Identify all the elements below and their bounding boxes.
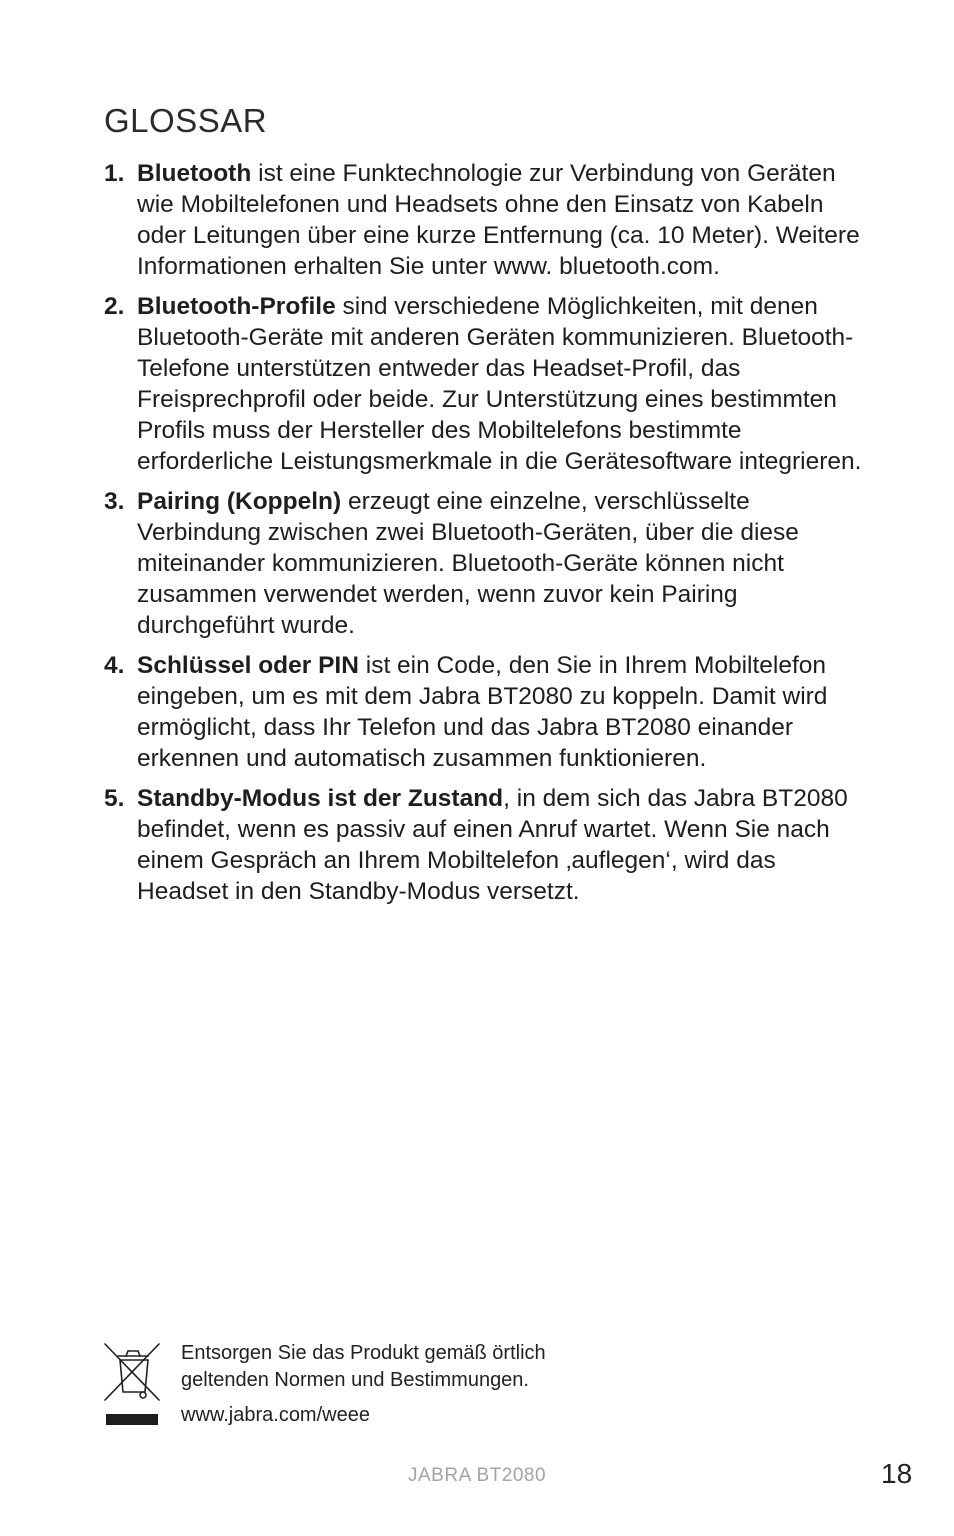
item-number: 2. <box>104 293 125 320</box>
glossary-term: Bluetooth <box>137 160 252 187</box>
glossary-definition: sind verschiedene Möglichkeiten, mit denen Bluetooth-Geräte mit anderen Geräten kommunizieren. Bluetooth-Telefone unterstützen entweder das Headset-Profil, das Freisprechprofil oder beide. Zur Unterstützung eines bestimmten Profils muss der Hersteller des Mobiltelefons bestimmte erforderliche Leistungsmerkmale in die Gerätesoftware integrieren. <box>137 293 862 475</box>
glossary-term: Schlüssel oder PIN <box>137 652 359 679</box>
glossary-definition: ist eine Funktechnologie zur Verbindung von Geräten wie Mobiltelefonen und Headsets ohne den Einsatz von Kabeln oder Leitungen über eine kurze Entfernung (ca. 10 Meter). Weitere Informationen erhalten Sie unter www. bluetooth.com. <box>137 160 860 280</box>
footer-product-name: JABRA BT2080 <box>408 1465 547 1486</box>
glossary-definition: ist ein Code, den Sie in Ihrem Mobiltelefon eingeben, um es mit dem Jabra BT2080 zu koppeln. Damit wird ermöglicht, dass Ihr Telefon und das Jabra BT2080 einander erkennen und automatisch zusammen funktionieren. <box>137 652 828 772</box>
page-number: 18 <box>881 1458 913 1489</box>
glossary-item <box>104 291 864 477</box>
glossary-term: Standby-Modus ist der Zustand <box>137 785 504 812</box>
glossary-term: Pairing (Koppeln) <box>137 488 342 515</box>
crossed-out-wheelie-bin-icon <box>104 1342 160 1428</box>
weee-link[interactable]: www.jabra.com/weee <box>181 1404 370 1426</box>
glossary-item <box>104 486 864 641</box>
glossary-term: Bluetooth-Profile <box>137 293 336 320</box>
glossary-item <box>104 783 864 907</box>
glossary-list <box>104 158 864 916</box>
item-number: 5. <box>104 785 125 812</box>
glossary-definition: erzeugt eine einzelne, verschlüsselte Verbindung zwischen zwei Bluetooth-Geräten, über die diese miteinander kommunizieren. Bluetooth-Geräte können nicht zusammen verwendet werden, wenn zuvor kein Pairing durchgeführt wurde. <box>137 488 799 639</box>
item-number: 4. <box>104 652 125 679</box>
item-number: 3. <box>104 488 125 515</box>
glossary-definition: , in dem sich das Jabra BT2080 befindet, wenn es passiv auf einen Anruf wartet. Wenn Sie nach einem Gespräch an Ihrem Mobiltelefon ‚auflegen‘, wird das Headset in den Standby-Modus versetzt. <box>137 785 848 905</box>
item-number: 1. <box>104 160 125 187</box>
page-title: GLOSSAR <box>104 102 268 139</box>
disposal-line: geltenden Normen und Bestimmungen. <box>181 1369 529 1391</box>
disposal-notice <box>181 1340 546 1394</box>
glossary-item <box>104 650 864 774</box>
disposal-line: Entsorgen Sie das Produkt gemäß örtlich <box>181 1342 546 1364</box>
glossary-item <box>104 158 864 282</box>
